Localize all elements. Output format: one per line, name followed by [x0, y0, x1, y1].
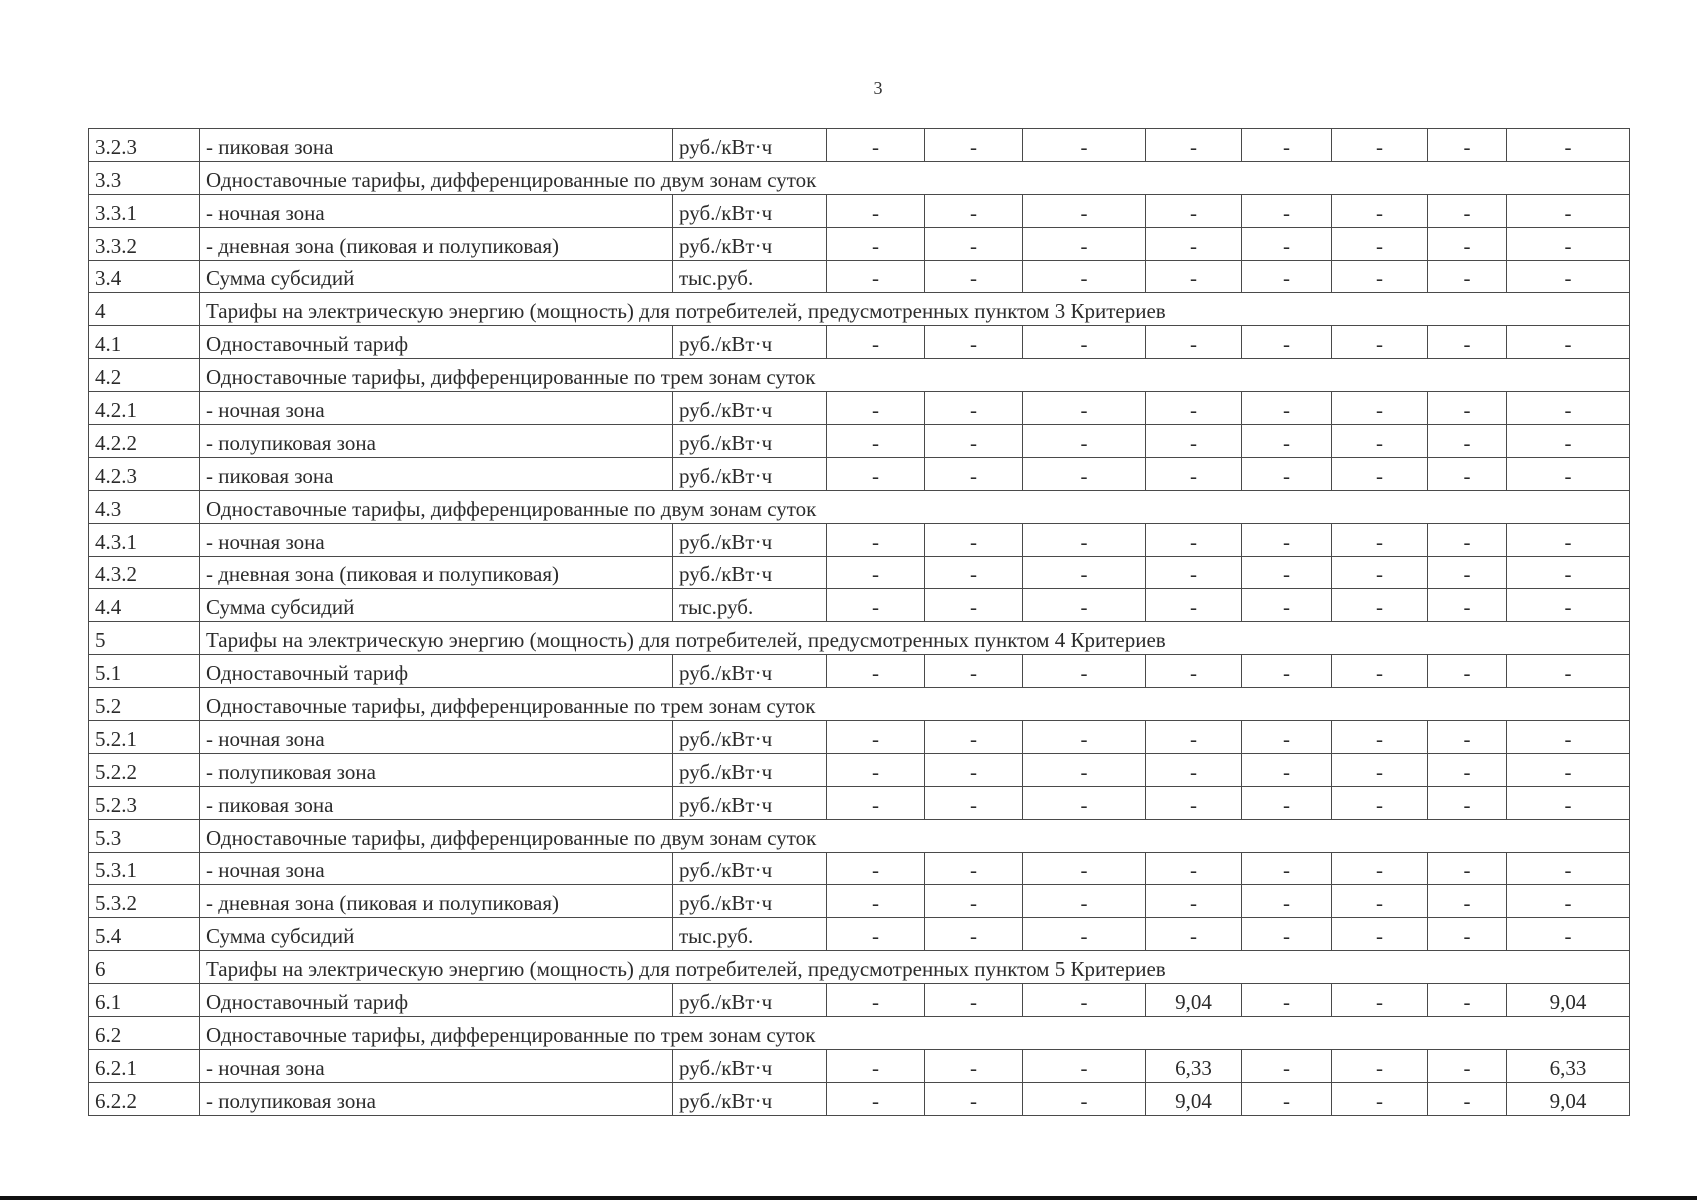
page-bottom-edge	[0, 1196, 1697, 1200]
tariff-table-body	[89, 129, 1630, 1116]
value-cell: -	[925, 984, 1023, 1017]
value-cell: -	[827, 753, 925, 786]
row-number-cell: 5	[89, 622, 200, 655]
value-cell: -	[827, 556, 925, 589]
value-cell: -	[1332, 129, 1428, 162]
value-cell: -	[827, 852, 925, 885]
value-cell: -	[1146, 392, 1242, 425]
value-cell: -	[1332, 227, 1428, 260]
value-cell: -	[827, 523, 925, 556]
value-cell: -	[1332, 326, 1428, 359]
value-cell: -	[1332, 589, 1428, 622]
value-cell: -	[925, 786, 1023, 819]
value-cell: -	[1428, 457, 1507, 490]
value-cell: -	[827, 655, 925, 688]
value-cell: -	[827, 1082, 925, 1115]
value-cell: -	[925, 523, 1023, 556]
value-cell: -	[1023, 1049, 1146, 1082]
tariff-table	[88, 128, 1630, 1116]
value-cell: -	[1242, 129, 1332, 162]
value-cell: -	[1023, 227, 1146, 260]
indicator-name-cell: - ночная зона	[200, 392, 673, 425]
value-cell: 6,33	[1146, 1049, 1242, 1082]
value-cell: -	[827, 786, 925, 819]
value-cell: -	[1242, 194, 1332, 227]
table-row	[89, 523, 1630, 556]
value-cell: -	[1507, 260, 1630, 293]
value-cell: -	[1242, 425, 1332, 458]
indicator-name-cell: Сумма субсидий	[200, 589, 673, 622]
value-cell: -	[1146, 918, 1242, 951]
value-cell: 9,04	[1507, 984, 1630, 1017]
value-cell: -	[827, 457, 925, 490]
indicator-name-cell: - пиковая зона	[200, 129, 673, 162]
table-section-row	[89, 1017, 1630, 1050]
indicator-name-cell: - полупиковая зона	[200, 425, 673, 458]
value-cell: -	[1146, 885, 1242, 918]
value-cell: -	[1507, 227, 1630, 260]
value-cell: -	[925, 326, 1023, 359]
row-number-cell: 4.2.1	[89, 392, 200, 425]
table-row	[89, 1082, 1630, 1115]
value-cell: -	[827, 326, 925, 359]
value-cell: -	[1146, 556, 1242, 589]
section-title-cell: Одноставочные тарифы, дифференцированные по двум зонам суток	[200, 819, 1630, 852]
value-cell: -	[1242, 326, 1332, 359]
value-cell: -	[1023, 885, 1146, 918]
value-cell: -	[1146, 457, 1242, 490]
indicator-name-cell: Одноставочный тариф	[200, 984, 673, 1017]
indicator-name-cell: - дневная зона (пиковая и полупиковая)	[200, 227, 673, 260]
value-cell: -	[1332, 721, 1428, 754]
value-cell: -	[1428, 852, 1507, 885]
row-number-cell: 5.4	[89, 918, 200, 951]
value-cell: -	[1242, 457, 1332, 490]
table-section-row	[89, 819, 1630, 852]
table-section-row	[89, 490, 1630, 523]
unit-cell: руб./кВт·ч	[673, 194, 827, 227]
indicator-name-cell: - полупиковая зона	[200, 1082, 673, 1115]
unit-cell: руб./кВт·ч	[673, 885, 827, 918]
value-cell: -	[1023, 457, 1146, 490]
value-cell: -	[925, 721, 1023, 754]
table-row	[89, 194, 1630, 227]
value-cell: -	[1428, 1049, 1507, 1082]
value-cell: -	[1332, 1082, 1428, 1115]
value-cell: -	[1507, 194, 1630, 227]
value-cell: -	[1242, 885, 1332, 918]
row-number-cell: 4.1	[89, 326, 200, 359]
indicator-name-cell: - ночная зона	[200, 523, 673, 556]
table-row	[89, 392, 1630, 425]
indicator-name-cell: - ночная зона	[200, 194, 673, 227]
indicator-name-cell: Сумма субсидий	[200, 918, 673, 951]
unit-cell: тыс.руб.	[673, 918, 827, 951]
value-cell: -	[1507, 885, 1630, 918]
row-number-cell: 4.2.3	[89, 457, 200, 490]
value-cell: -	[925, 392, 1023, 425]
value-cell: -	[1428, 786, 1507, 819]
value-cell: -	[1146, 227, 1242, 260]
row-number-cell: 4.2.2	[89, 425, 200, 458]
value-cell: -	[1023, 918, 1146, 951]
value-cell: -	[827, 721, 925, 754]
indicator-name-cell: - пиковая зона	[200, 457, 673, 490]
table-row	[89, 326, 1630, 359]
value-cell: -	[925, 918, 1023, 951]
row-number-cell: 5.2.2	[89, 753, 200, 786]
value-cell: -	[1507, 753, 1630, 786]
row-number-cell: 6.2	[89, 1017, 200, 1050]
value-cell: -	[925, 1049, 1023, 1082]
unit-cell: руб./кВт·ч	[673, 425, 827, 458]
value-cell: -	[1023, 589, 1146, 622]
value-cell: -	[1023, 786, 1146, 819]
indicator-name-cell: - дневная зона (пиковая и полупиковая)	[200, 885, 673, 918]
table-row	[89, 1049, 1630, 1082]
row-number-cell: 6.1	[89, 984, 200, 1017]
value-cell: -	[827, 885, 925, 918]
section-title-cell: Одноставочные тарифы, дифференцированные по трем зонам суток	[200, 359, 1630, 392]
table-row	[89, 556, 1630, 589]
indicator-name-cell: - ночная зона	[200, 721, 673, 754]
table-row	[89, 918, 1630, 951]
table-row	[89, 457, 1630, 490]
value-cell: -	[1428, 984, 1507, 1017]
indicator-name-cell: - полупиковая зона	[200, 753, 673, 786]
value-cell: -	[1146, 129, 1242, 162]
value-cell: -	[1428, 753, 1507, 786]
value-cell: -	[1428, 721, 1507, 754]
value-cell: -	[1332, 556, 1428, 589]
unit-cell: тыс.руб.	[673, 589, 827, 622]
row-number-cell: 5.3	[89, 819, 200, 852]
value-cell: -	[1242, 852, 1332, 885]
section-title-cell: Одноставочные тарифы, дифференцированные по трем зонам суток	[200, 688, 1630, 721]
value-cell: -	[1332, 392, 1428, 425]
indicator-name-cell: - ночная зона	[200, 852, 673, 885]
value-cell: -	[1023, 260, 1146, 293]
value-cell: -	[1428, 556, 1507, 589]
value-cell: -	[1507, 918, 1630, 951]
value-cell: -	[1507, 655, 1630, 688]
value-cell: -	[1507, 852, 1630, 885]
value-cell: -	[1023, 425, 1146, 458]
section-title-cell: Одноставочные тарифы, дифференцированные по двум зонам суток	[200, 490, 1630, 523]
value-cell: 9,04	[1146, 1082, 1242, 1115]
value-cell: -	[1242, 753, 1332, 786]
value-cell: -	[1023, 326, 1146, 359]
value-cell: -	[1428, 392, 1507, 425]
value-cell: -	[925, 194, 1023, 227]
row-number-cell: 4.3.1	[89, 523, 200, 556]
value-cell: -	[1428, 129, 1507, 162]
value-cell: -	[1242, 392, 1332, 425]
row-number-cell: 4.3	[89, 490, 200, 523]
value-cell: 6,33	[1507, 1049, 1630, 1082]
section-title-cell: Тарифы на электрическую энергию (мощность) для потребителей, предусмотренных пунктом 4 Критериев	[200, 622, 1630, 655]
value-cell: 9,04	[1146, 984, 1242, 1017]
value-cell: -	[827, 227, 925, 260]
value-cell: -	[827, 918, 925, 951]
value-cell: -	[1023, 523, 1146, 556]
value-cell: -	[1332, 753, 1428, 786]
value-cell: -	[1507, 129, 1630, 162]
value-cell: -	[1146, 655, 1242, 688]
value-cell: -	[827, 425, 925, 458]
value-cell: -	[1242, 786, 1332, 819]
unit-cell: руб./кВт·ч	[673, 556, 827, 589]
row-number-cell: 3.2.3	[89, 129, 200, 162]
value-cell: -	[1332, 457, 1428, 490]
value-cell: -	[1332, 425, 1428, 458]
value-cell: -	[1507, 392, 1630, 425]
value-cell: -	[1242, 984, 1332, 1017]
value-cell: -	[1428, 1082, 1507, 1115]
table-section-row	[89, 359, 1630, 392]
value-cell: -	[1428, 194, 1507, 227]
unit-cell: руб./кВт·ч	[673, 129, 827, 162]
value-cell: -	[1507, 786, 1630, 819]
indicator-name-cell: - пиковая зона	[200, 786, 673, 819]
value-cell: -	[1428, 260, 1507, 293]
value-cell: -	[827, 589, 925, 622]
value-cell: -	[1332, 885, 1428, 918]
row-number-cell: 3.3	[89, 161, 200, 194]
unit-cell: руб./кВт·ч	[673, 852, 827, 885]
section-title-cell: Тарифы на электрическую энергию (мощность) для потребителей, предусмотренных пунктом 5 Критериев	[200, 951, 1630, 984]
table-section-row	[89, 688, 1630, 721]
value-cell: 9,04	[1507, 1082, 1630, 1115]
value-cell: -	[1428, 918, 1507, 951]
value-cell: -	[1428, 227, 1507, 260]
value-cell: -	[925, 885, 1023, 918]
unit-cell: руб./кВт·ч	[673, 1049, 827, 1082]
value-cell: -	[1428, 655, 1507, 688]
value-cell: -	[1023, 1082, 1146, 1115]
value-cell: -	[1242, 227, 1332, 260]
indicator-name-cell: - дневная зона (пиковая и полупиковая)	[200, 556, 673, 589]
unit-cell: руб./кВт·ч	[673, 655, 827, 688]
unit-cell: руб./кВт·ч	[673, 786, 827, 819]
value-cell: -	[1242, 523, 1332, 556]
row-number-cell: 5.3.2	[89, 885, 200, 918]
value-cell: -	[1023, 852, 1146, 885]
indicator-name-cell: Одноставочный тариф	[200, 326, 673, 359]
value-cell: -	[1332, 786, 1428, 819]
table-row	[89, 984, 1630, 1017]
value-cell: -	[1507, 556, 1630, 589]
row-number-cell: 5.2.1	[89, 721, 200, 754]
value-cell: -	[925, 589, 1023, 622]
value-cell: -	[1332, 194, 1428, 227]
value-cell: -	[1332, 852, 1428, 885]
value-cell: -	[1507, 721, 1630, 754]
table-section-row	[89, 622, 1630, 655]
value-cell: -	[1023, 655, 1146, 688]
row-number-cell: 5.2.3	[89, 786, 200, 819]
value-cell: -	[1023, 392, 1146, 425]
value-cell: -	[1428, 425, 1507, 458]
table-section-row	[89, 293, 1630, 326]
value-cell: -	[1146, 852, 1242, 885]
value-cell: -	[1146, 721, 1242, 754]
table-row	[89, 786, 1630, 819]
value-cell: -	[1332, 918, 1428, 951]
value-cell: -	[1146, 260, 1242, 293]
value-cell: -	[1242, 260, 1332, 293]
value-cell: -	[1242, 1082, 1332, 1115]
row-number-cell: 4.3.2	[89, 556, 200, 589]
table-row	[89, 129, 1630, 162]
value-cell: -	[925, 852, 1023, 885]
value-cell: -	[925, 260, 1023, 293]
unit-cell: руб./кВт·ч	[673, 523, 827, 556]
value-cell: -	[1428, 523, 1507, 556]
table-row	[89, 721, 1630, 754]
row-number-cell: 5.3.1	[89, 852, 200, 885]
table-section-row	[89, 161, 1630, 194]
value-cell: -	[827, 392, 925, 425]
value-cell: -	[1332, 523, 1428, 556]
row-number-cell: 4	[89, 293, 200, 326]
value-cell: -	[1146, 786, 1242, 819]
value-cell: -	[827, 260, 925, 293]
unit-cell: руб./кВт·ч	[673, 392, 827, 425]
value-cell: -	[1507, 457, 1630, 490]
value-cell: -	[1146, 194, 1242, 227]
value-cell: -	[925, 655, 1023, 688]
section-title-cell: Одноставочные тарифы, дифференцированные по двум зонам суток	[200, 161, 1630, 194]
value-cell: -	[1242, 556, 1332, 589]
value-cell: -	[1332, 260, 1428, 293]
value-cell: -	[925, 753, 1023, 786]
row-number-cell: 4.4	[89, 589, 200, 622]
unit-cell: руб./кВт·ч	[673, 753, 827, 786]
row-number-cell: 3.3.1	[89, 194, 200, 227]
value-cell: -	[827, 194, 925, 227]
value-cell: -	[1023, 194, 1146, 227]
value-cell: -	[1507, 425, 1630, 458]
value-cell: -	[827, 1049, 925, 1082]
value-cell: -	[1242, 1049, 1332, 1082]
value-cell: -	[1428, 326, 1507, 359]
value-cell: -	[1507, 523, 1630, 556]
row-number-cell: 6.2.1	[89, 1049, 200, 1082]
value-cell: -	[827, 129, 925, 162]
row-number-cell: 5.1	[89, 655, 200, 688]
value-cell: -	[1507, 589, 1630, 622]
table-row	[89, 425, 1630, 458]
value-cell: -	[925, 227, 1023, 260]
table-row	[89, 227, 1630, 260]
value-cell: -	[1507, 326, 1630, 359]
value-cell: -	[1146, 523, 1242, 556]
unit-cell: руб./кВт·ч	[673, 721, 827, 754]
unit-cell: руб./кВт·ч	[673, 227, 827, 260]
row-number-cell: 6	[89, 951, 200, 984]
table-row	[89, 260, 1630, 293]
indicator-name-cell: - ночная зона	[200, 1049, 673, 1082]
page-number: 3	[873, 78, 883, 98]
row-number-cell: 3.3.2	[89, 227, 200, 260]
value-cell: -	[1242, 721, 1332, 754]
value-cell: -	[925, 556, 1023, 589]
row-number-cell: 4.2	[89, 359, 200, 392]
indicator-name-cell: Сумма субсидий	[200, 260, 673, 293]
indicator-name-cell: Одноставочный тариф	[200, 655, 673, 688]
value-cell: -	[1023, 721, 1146, 754]
value-cell: -	[1146, 326, 1242, 359]
row-number-cell: 5.2	[89, 688, 200, 721]
value-cell: -	[1332, 1049, 1428, 1082]
table-row	[89, 852, 1630, 885]
unit-cell: руб./кВт·ч	[673, 457, 827, 490]
table-row	[89, 655, 1630, 688]
value-cell: -	[827, 984, 925, 1017]
unit-cell: руб./кВт·ч	[673, 326, 827, 359]
value-cell: -	[1146, 425, 1242, 458]
value-cell: -	[1023, 753, 1146, 786]
unit-cell: тыс.руб.	[673, 260, 827, 293]
section-title-cell: Одноставочные тарифы, дифференцированные по трем зонам суток	[200, 1017, 1630, 1050]
table-row	[89, 753, 1630, 786]
value-cell: -	[1242, 589, 1332, 622]
unit-cell: руб./кВт·ч	[673, 984, 827, 1017]
section-title-cell: Тарифы на электрическую энергию (мощность) для потребителей, предусмотренных пунктом 3 Критериев	[200, 293, 1630, 326]
value-cell: -	[925, 457, 1023, 490]
table-row	[89, 885, 1630, 918]
row-number-cell: 3.4	[89, 260, 200, 293]
value-cell: -	[1332, 655, 1428, 688]
value-cell: -	[1023, 129, 1146, 162]
value-cell: -	[1428, 885, 1507, 918]
value-cell: -	[925, 425, 1023, 458]
value-cell: -	[1023, 984, 1146, 1017]
table-section-row	[89, 951, 1630, 984]
table-row	[89, 589, 1630, 622]
row-number-cell: 6.2.2	[89, 1082, 200, 1115]
value-cell: -	[1146, 589, 1242, 622]
value-cell: -	[1242, 655, 1332, 688]
value-cell: -	[1332, 984, 1428, 1017]
unit-cell: руб./кВт·ч	[673, 1082, 827, 1115]
value-cell: -	[925, 129, 1023, 162]
value-cell: -	[925, 1082, 1023, 1115]
value-cell: -	[1023, 556, 1146, 589]
value-cell: -	[1146, 753, 1242, 786]
value-cell: -	[1428, 589, 1507, 622]
value-cell: -	[1242, 918, 1332, 951]
